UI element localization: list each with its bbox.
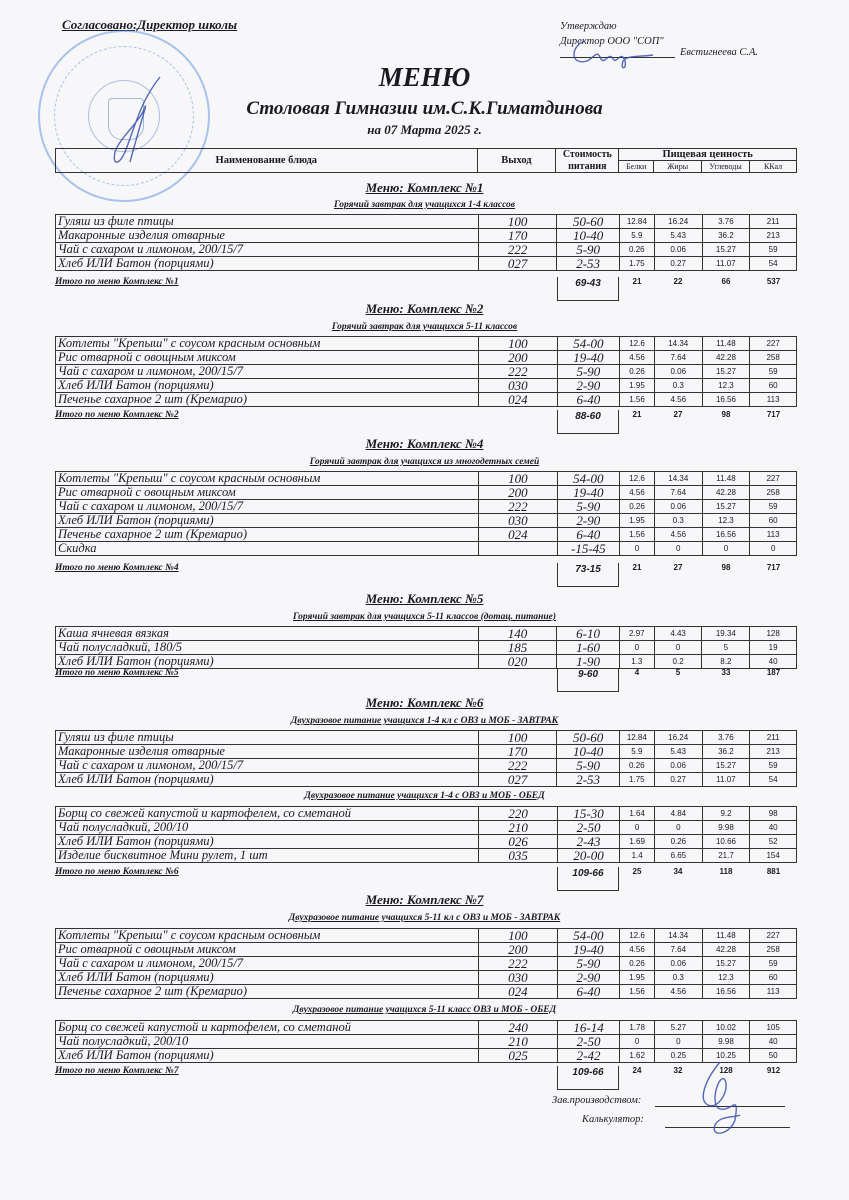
- table-row: Котлеты "Крепыш" с соусом красным основным 100 54-00 12.6 14.34 11.48 227: [56, 337, 797, 351]
- table-row: Чай полусладкий, 200/10 210 2-50 0 0 9.98 40: [56, 821, 797, 835]
- table-row: Борщ со свежей капустой и картофелем, со сметаной 220 15-30 1.64 4.84 9.2 98: [56, 807, 797, 821]
- table-row: Чай с сахаром и лимоном, 200/15/7 222 5-90 0.26 0.06 15.27 59: [56, 759, 797, 773]
- table-row: Хлеб ИЛИ Батон (порциями) 027 2-53 1.75 0.27 11.07 54: [56, 773, 797, 787]
- table-row: Хлеб ИЛИ Батон (порциями) 030 2-90 1.95 0.3 12.3 60: [56, 514, 797, 528]
- table-row: Чай с сахаром и лимоном, 200/15/7 222 5-90 0.26 0.06 15.27 59: [56, 365, 797, 379]
- table-row: Котлеты "Крепыш" с соусом красным основным 100 54-00 12.6 14.34 11.48 227: [56, 472, 797, 486]
- table-row: Чай с сахаром и лимоном, 200/15/7 222 5-90 0.26 0.06 15.27 59: [56, 500, 797, 514]
- table-row: Хлеб ИЛИ Батон (порциями) 020 1-90 1.3 0.2 8.2 40: [56, 655, 797, 669]
- table-row: Хлеб ИЛИ Батон (порциями) 030 2-90 1.95 0.3 12.3 60: [56, 971, 797, 985]
- table-row: Котлеты "Крепыш" с соусом красным основным 100 54-00 12.6 14.34 11.48 227: [56, 929, 797, 943]
- table-row: Хлеб ИЛИ Батон (порциями) 026 2-43 1.69 0.26 10.66 52: [56, 835, 797, 849]
- signature-icon: [690, 1060, 750, 1140]
- col-yield: Выход: [477, 149, 556, 173]
- table-row: Каша ячневая вязкая 140 6-10 2.97 4.43 19.34 128: [56, 627, 797, 641]
- section-subtitle: Двухразовое питание учащихся 5-11 класс ОВЗ и МОБ - ОБЕД: [292, 1005, 557, 1015]
- col-carbs: Углеводы: [702, 161, 750, 173]
- table-row: Печенье сахарное 2 шт (Кремарио) 024 6-40 1.56 4.56 16.56 113: [56, 985, 797, 999]
- approve-label: Утверждаю: [560, 21, 617, 32]
- table-row: Хлеб ИЛИ Батон (порциями) 025 2-42 1.62 0.25 10.25 50: [56, 1049, 797, 1063]
- page-title: МЕНЮ: [378, 62, 471, 92]
- menu-table: [55, 336, 797, 407]
- section-subtitle: Двухразовое питание учащихся 5-11 кл с ОВЗ и МОБ - ЗАВТРАК: [288, 913, 561, 923]
- menu-table: [55, 626, 797, 669]
- section-subtitle: Двухразовое питание учащихся 1-4 кл с ОВЗ и МОБ - ЗАВТРАК: [290, 716, 559, 726]
- section-subtitle: Горячий завтрак для учащихся 5-11 классов: [331, 322, 518, 332]
- total-row: Итого по меню Комплекс №7 109-66 24 32 128 912: [55, 1066, 797, 1092]
- menu-date: на 07 Марта 2025 г.: [367, 122, 482, 137]
- section-subtitle: Горячий завтрак для учащихся из многодетных семей: [309, 457, 540, 467]
- section-title: Меню: Комплекс №5: [365, 591, 484, 606]
- table-row: Борщ со свежей капустой и картофелем, со сметаной 240 16-14 1.78 5.27 10.02 105: [56, 1021, 797, 1035]
- col-cost-1: Стоимость: [556, 149, 619, 161]
- table-row: Рис отварной с овощным миксом 200 19-40 4.56 7.64 42.28 258: [56, 486, 797, 500]
- menu-table: [55, 806, 797, 863]
- total-row: Итого по меню Комплекс №2 88-60 21 27 98 717: [55, 410, 797, 436]
- col-kcal: ККал: [750, 161, 797, 173]
- column-header: [55, 148, 797, 173]
- col-cost-2: питания: [556, 161, 619, 173]
- total-row: Итого по меню Комплекс №4 73-15 21 27 98 717: [55, 563, 797, 589]
- table-row: Хлеб ИЛИ Батон (порциями) 030 2-90 1.95 0.3 12.3 60: [56, 379, 797, 393]
- table-row: Чай с сахаром и лимоном, 200/15/7 222 5-90 0.26 0.06 15.27 59: [56, 957, 797, 971]
- section-title: Меню: Комплекс №7: [365, 892, 484, 907]
- approve-name: Евстигнеева С.А.: [680, 47, 758, 58]
- agreed-label: Согласовано:Директор школы: [62, 17, 238, 32]
- section-subtitle: Горячий завтрак для учащихся 5-11 классов (дотац. питание): [292, 612, 557, 622]
- menu-table: [55, 1020, 797, 1063]
- total-row: Итого по меню Комплекс №1 69-43 21 22 66 537: [55, 277, 797, 303]
- table-row: Макаронные изделия отварные 170 10-40 5.9 5.43 36.2 213: [56, 229, 797, 243]
- section-title: Меню: Комплекс №2: [365, 301, 484, 316]
- page-subtitle: Столовая Гимназии им.С.К.Гиматдинова: [246, 98, 603, 119]
- approval-block: [560, 19, 758, 58]
- col-nutrition: Пищевая ценность: [619, 149, 797, 161]
- table-row: Скидка -15-45 0 0 0 0: [56, 542, 797, 556]
- approve-position: Директор ООО "СОП": [560, 36, 664, 47]
- table-row: Изделие бисквитное Мини рулет, 1 шт 035 20-00 1.4 6.65 21.7 154: [56, 849, 797, 863]
- table-row: Чай полусладкий, 180/5 185 1-60 0 0 5 19: [56, 641, 797, 655]
- section-title: Меню: Комплекс №1: [365, 180, 484, 195]
- total-row: Итого по меню Комплекс №6 109-66 25 34 118 881: [55, 867, 797, 893]
- col-name: Наименование блюда: [56, 149, 478, 173]
- table-row: Хлеб ИЛИ Батон (порциями) 027 2-53 1.75 0.27 11.07 54: [56, 257, 797, 271]
- section-subtitle: Горячий завтрак для учащихся 1-4 классов: [333, 200, 516, 210]
- table-row: Гуляш из филе птицы 100 50-60 12.84 16.24 3.76 211: [56, 731, 797, 745]
- menu-table: [55, 928, 797, 999]
- table-row: Чай с сахаром и лимоном, 200/15/7 222 5-90 0.26 0.06 15.27 59: [56, 243, 797, 257]
- section-title: Меню: Комплекс №6: [365, 695, 484, 710]
- table-row: Гуляш из филе птицы 100 50-60 12.84 16.24 3.76 211: [56, 215, 797, 229]
- section-title: Меню: Комплекс №4: [365, 436, 484, 451]
- table-row: Макаронные изделия отварные 170 10-40 5.9 5.43 36.2 213: [56, 745, 797, 759]
- col-protein: Белки: [619, 161, 654, 173]
- table-row: Печенье сахарное 2 шт (Кремарио) 024 6-40 1.56 4.56 16.56 113: [56, 393, 797, 407]
- menu-table: [55, 214, 797, 271]
- calculator-label: Калькулятор:: [582, 1114, 644, 1125]
- table-row: Печенье сахарное 2 шт (Кремарио) 024 6-40 1.56 4.56 16.56 113: [56, 528, 797, 542]
- menu-table: [55, 730, 797, 787]
- section-subtitle: Двухразовое питание учащихся 1-4 с ОВЗ и МОБ - ОБЕД: [304, 791, 545, 801]
- menu-table: [55, 471, 797, 556]
- col-fat: Жиры: [654, 161, 702, 173]
- table-row: Рис отварной с овощным миксом 200 19-40 4.56 7.64 42.28 258: [56, 943, 797, 957]
- table-row: Чай полусладкий, 200/10 210 2-50 0 0 9.98 40: [56, 1035, 797, 1049]
- total-row: Итого по меню Комплекс №5 9-60 4 5 33 187: [55, 668, 797, 694]
- table-row: Рис отварной с овощным миксом 200 19-40 4.56 7.64 42.28 258: [56, 351, 797, 365]
- production-head-label: Зав.производством:: [552, 1095, 642, 1106]
